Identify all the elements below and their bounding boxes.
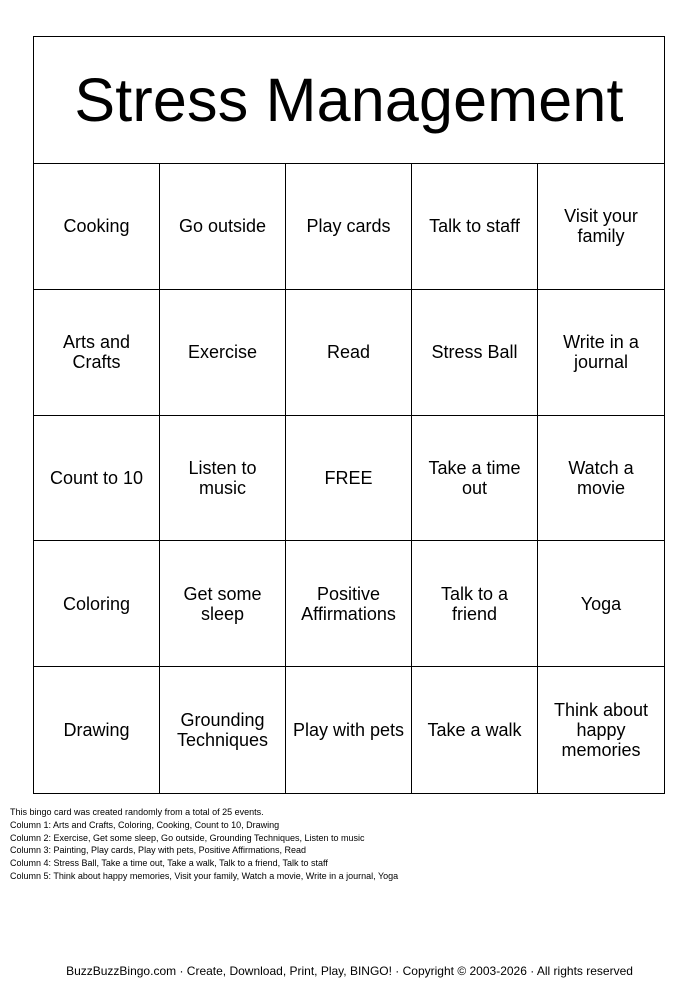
bingo-cell-r1-c4 xyxy=(412,164,538,290)
bingo-cell-r5-c3 xyxy=(286,667,412,793)
bingo-cell-r4-c5 xyxy=(538,541,664,667)
bingo-cell-r3-c4 xyxy=(412,416,538,542)
bingo-cell-r4-c1 xyxy=(34,541,160,667)
info-column-4: Column 4: Stress Ball, Take a time out, Take a walk, Talk to a friend, Talk to staff xyxy=(10,858,328,869)
bingo-cell-r1-c2 xyxy=(160,164,286,290)
card-title: Stress Management xyxy=(74,65,624,134)
bingo-cell-r1-c5 xyxy=(538,164,664,290)
bingo-cell-r2-c2 xyxy=(160,290,286,416)
page-footer: BuzzBuzzBingo.com · Create, Download, Print, Play, BINGO! · Copyright © 2003-2026 · All rights reserved xyxy=(66,964,633,978)
bingo-cell-text: Positive Affirmations xyxy=(301,583,396,624)
bingo-cell-text: Play with pets xyxy=(292,720,405,741)
info-summary: This bingo card was created randomly from a total of 25 events. xyxy=(10,807,264,817)
bingo-cell-r3-c5 xyxy=(538,416,664,542)
bingo-cell-text: Write in a journal xyxy=(563,332,639,373)
bingo-cell-text: Go outside xyxy=(178,216,267,237)
bingo-cell-text: FREE xyxy=(324,467,373,488)
bingo-cell-text: Coloring xyxy=(62,593,131,614)
bingo-cell-text: Cooking xyxy=(63,216,130,237)
bingo-cell-r2-c1 xyxy=(34,290,160,416)
info-column-1: Column 1: Arts and Crafts, Coloring, Cooking, Count to 10, Drawing xyxy=(10,819,280,830)
bingo-cell-text: Yoga xyxy=(580,593,622,614)
bingo-cell-text: Stress Ball xyxy=(431,342,518,363)
bingo-cell-r1-c3 xyxy=(286,164,412,290)
bingo-cell-r1-c1 xyxy=(34,164,160,290)
info-column-3: Column 3: Painting, Play cards, Play with pets, Positive Affirmations, Read xyxy=(10,845,306,856)
bingo-cell-text: Talk to staff xyxy=(429,216,520,237)
bingo-free-space xyxy=(286,416,412,542)
info-column-2: Column 2: Exercise, Get some sleep, Go outside, Grounding Techniques, Listen to music xyxy=(10,832,365,843)
bingo-cell-text: Think about happy memories xyxy=(553,700,649,761)
bingo-cell-r2-c3 xyxy=(286,290,412,416)
card-title-cell xyxy=(34,37,664,164)
bingo-cell-text: Read xyxy=(326,342,371,363)
bingo-cell-text: Talk to a friend xyxy=(440,583,509,624)
bingo-grid xyxy=(34,164,664,793)
bingo-cell-text: Visit your family xyxy=(564,206,638,247)
bingo-cell-text: Watch a movie xyxy=(568,457,634,498)
bingo-cell-text: Play cards xyxy=(306,216,391,237)
bingo-cell-r5-c2 xyxy=(160,667,286,793)
bingo-cell-text: Listen to music xyxy=(188,457,257,498)
bingo-cell-text: Take a time out xyxy=(428,457,521,498)
bingo-cell-text: Take a walk xyxy=(427,720,522,741)
bingo-cell-r5-c1 xyxy=(34,667,160,793)
bingo-cell-r5-c5 xyxy=(538,667,664,793)
card-info xyxy=(10,806,690,883)
bingo-cell-text: Get some sleep xyxy=(183,583,262,624)
bingo-cell-text: Count to 10 xyxy=(49,467,144,488)
bingo-cell-text: Arts and Crafts xyxy=(62,332,131,373)
bingo-cell-r3-c1 xyxy=(34,416,160,542)
bingo-cell-r5-c4 xyxy=(412,667,538,793)
bingo-cell-r4-c4 xyxy=(412,541,538,667)
bingo-cell-text: Grounding Techniques xyxy=(176,710,269,751)
bingo-cell-text: Drawing xyxy=(63,720,130,741)
info-column-5: Column 5: Think about happy memories, Visit your family, Watch a movie, Write in a journal, Yoga xyxy=(10,870,399,881)
bingo-cell-r3-c2 xyxy=(160,416,286,542)
bingo-cell-r2-c4 xyxy=(412,290,538,416)
bingo-card xyxy=(33,36,665,794)
bingo-cell-r2-c5 xyxy=(538,290,664,416)
bingo-cell-text: Exercise xyxy=(187,342,258,363)
bingo-cell-r4-c2 xyxy=(160,541,286,667)
bingo-cell-r4-c3 xyxy=(286,541,412,667)
